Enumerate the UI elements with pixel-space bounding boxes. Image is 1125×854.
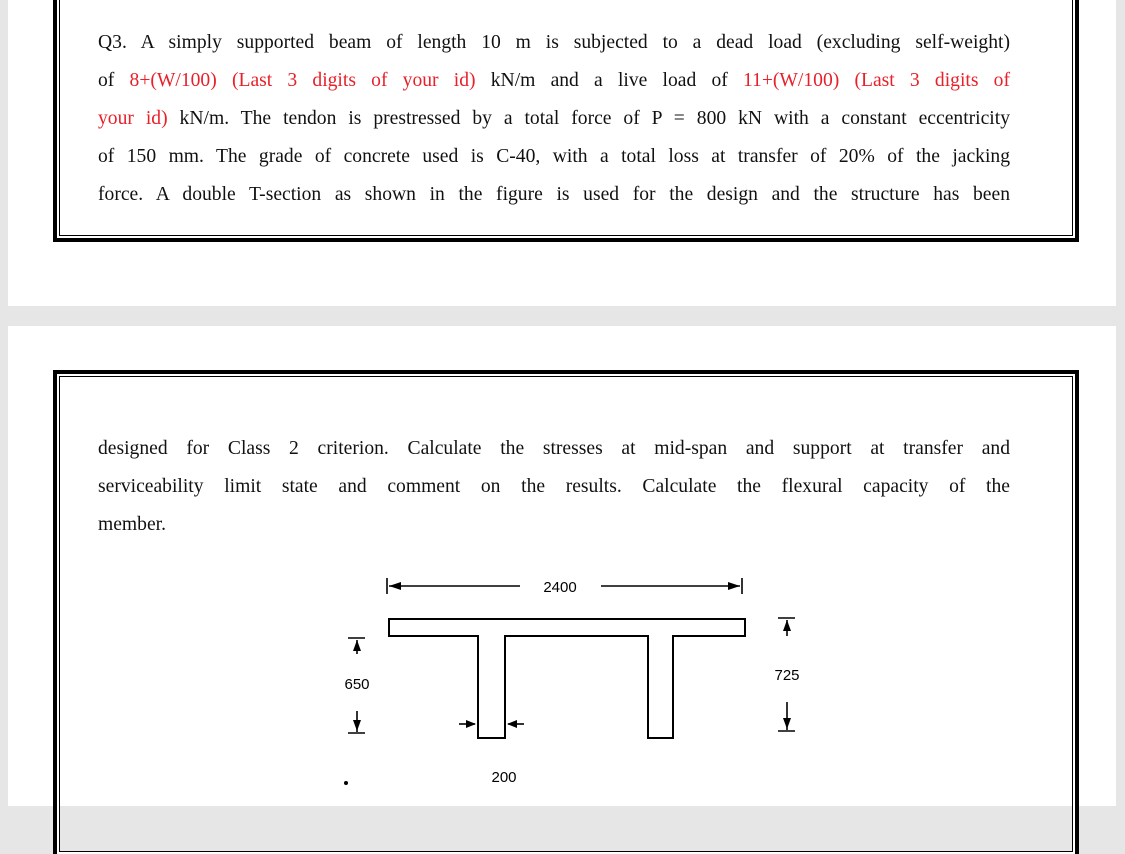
arrow-right-icon: [728, 582, 740, 590]
arrow-down-icon: [783, 718, 791, 729]
question-line-5: force. A double T-section as shown in the figure is used for the design and the structure has been: [98, 184, 1010, 205]
live-load-formula-end: your id): [98, 108, 168, 129]
height-725-label: 725: [774, 667, 800, 684]
web-200-label: 200: [491, 769, 517, 786]
page-1: [8, 0, 1116, 306]
arrow-up-icon: [783, 620, 791, 631]
question-line-4: of 150 mm. The grade of concrete used is C-40, with a total loss at transfer of 20% of the jacking: [98, 146, 1010, 167]
question-line-1: Q3. A simply supported beam of length 10 m is subjected to a dead load (excluding self-weight): [98, 32, 1010, 53]
question-line-6: designed for Class 2 criterion. Calculate the stresses at mid-span and support at transfer and: [98, 438, 1010, 459]
live-load-formula: 11+(W/100) (Last 3 digits of: [742, 70, 1010, 91]
arrow-up-icon: [353, 640, 361, 651]
arrow-left-icon: [507, 720, 517, 728]
double-t-section-outline: [389, 619, 745, 738]
arrow-down-icon: [353, 720, 361, 731]
page-2: [8, 326, 1116, 806]
width-2400-label: 2400: [543, 579, 577, 596]
height-650-label: 650: [344, 676, 370, 693]
question-line-2: of 8+(W/100) (Last 3 digits of your id) kN/m and a live load of 11+(W/100) (Last 3 digits of: [98, 70, 1010, 91]
question-line-8: member.: [98, 514, 167, 535]
question-line-7: serviceability limit state and comment on the results. Calculate the flexural capacity of the: [98, 476, 1010, 497]
double-t-section-figure: [8, 326, 1116, 806]
arrow-left-icon: [389, 582, 401, 590]
speck-dot: [344, 781, 348, 785]
arrow-right-icon: [466, 720, 476, 728]
dead-load-formula: 8+(W/100) (Last 3 digits of your id): [129, 70, 476, 91]
question-line-3: your id) kN/m. The tendon is prestressed by a total force of P = 800 kN with a constant eccentricity: [98, 108, 1010, 129]
